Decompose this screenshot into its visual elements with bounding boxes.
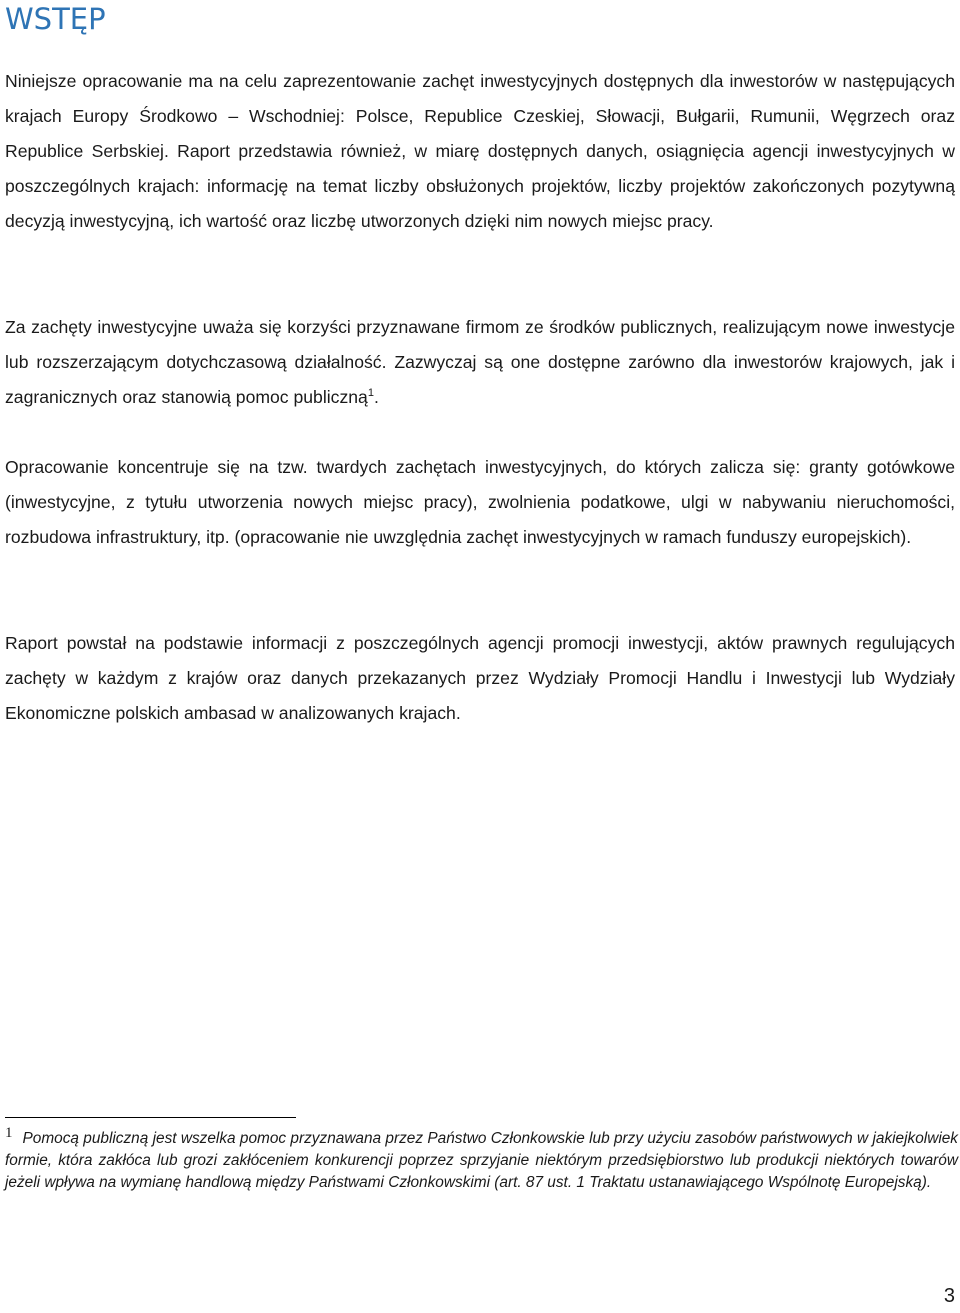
- paragraph-definition-end: .: [373, 387, 379, 407]
- paragraph-intro: Niniejsze opracowanie ma na celu zaprezentowanie zachęt inwestycyjnych dostępnych dla inwestorów w następujących krajach Europy Środkowo – Wschodniej: Polsce, Republice Czeskiej, Słowacji, Bułgarii, Rumunii, Węgrzech oraz Republice Serbskiej. Raport przedstawia również, w miarę dostępnych danych, osiągnięcia agencji inwestycyjnych w poszczególnych krajach: informację na temat liczby obsłużonych projektów, liczby projektów zakończonych pozytywną decyzją inwestycyjną, ich wartość oraz liczbę utworzonych dzięki nim nowych miejsc pracy.: [5, 71, 955, 231]
- paragraph-scope: Opracowanie koncentruje się na tzw. twardych zachętach inwestycyjnych, do których zalicza się: granty gotówkowe (inwestycyjne, z tytułu utworzenia nowych miejsc pracy), zwolnienia podatkowe, ulgi w nabywaniu nieruchomości, rozbudowa infrastruktury, itp. (opracowanie nie uwzględnia zachęt inwestycyjnych w ramach funduszy europejskich).: [5, 457, 955, 547]
- footnote-text: Pomocą publiczną jest wszelka pomoc przyznawana przez Państwo Członkowskie lub przy użyciu zasobów państwowych w jakiejkolwiek formie, która zakłóca lub grozi zakłóceniem konkurencji poprzez sprzyjanie niektórym przedsiębiorstwo lub produkcji niektórych towarów jeżeli wpływa na wymianę handlową między Państwami Członkowskimi (art. 87 ust. 1 Traktatu ustanawiającego Wspólnotę Europejską).: [5, 1130, 958, 1191]
- footnote-separator: [5, 1117, 296, 1118]
- footnote-mark: 1: [5, 1124, 13, 1141]
- footnote-reference: 1: [367, 387, 374, 400]
- paragraph-sources: Raport powstał na podstawie informacji z poszczególnych agencji promocji inwestycji, aktów prawnych regulujących zachęty w każdym z krajów oraz danych przekazanych przez Wydziały Promocji Handlu i Inwestycji lub Wydziały Ekonomiczne polskich ambasad w analizowanych krajach.: [5, 633, 955, 723]
- page-number: 3: [943, 1285, 955, 1307]
- page-title: WSTĘP: [5, 2, 106, 36]
- footnote: [5, 1124, 958, 1194]
- paragraph-definition-text: Za zachęty inwestycyjne uważa się korzyści przyznawane firmom ze środków publicznych, realizującym nowe inwestycje lub rozszerzającym dotychczasową działalność. Zazwyczaj są one dostępne zarówno dla inwestorów krajowych, jak i zagranicznych oraz stanowią pomoc publiczną: [5, 317, 955, 407]
- paragraph-definition: [5, 310, 955, 415]
